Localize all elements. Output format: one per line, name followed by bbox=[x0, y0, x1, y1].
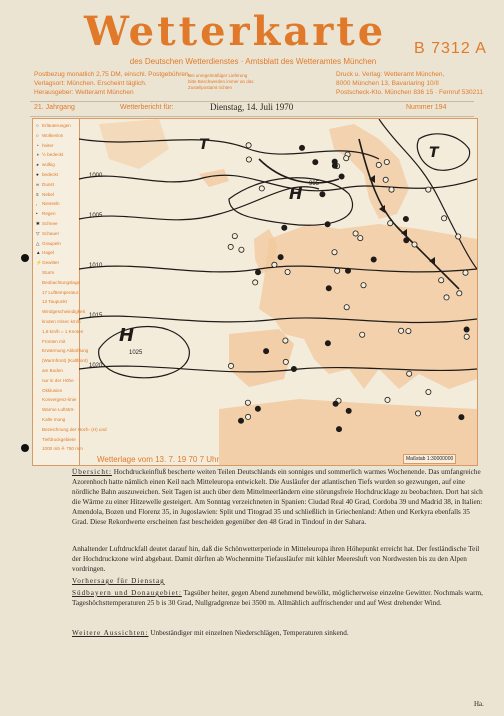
further-outlook-heading: Weitere Aussichten: bbox=[72, 629, 149, 637]
legend-label: Erläuterungen bbox=[42, 123, 71, 128]
station-marker bbox=[325, 341, 330, 346]
isobar bbox=[79, 175, 477, 191]
legend-item bbox=[36, 192, 54, 197]
legend-label: Kalte mung bbox=[42, 417, 66, 422]
legend-label: Gewitter bbox=[42, 260, 60, 266]
station-marker bbox=[332, 250, 337, 255]
legend-label: Schauer bbox=[42, 230, 60, 236]
land-greenland bbox=[99, 119, 169, 169]
station-marker bbox=[404, 238, 409, 243]
high-pressure-center: H bbox=[289, 184, 303, 203]
legend-symbol: ≡ bbox=[36, 191, 39, 197]
station-marker bbox=[406, 329, 411, 334]
legend-label: Warme Luftströ- bbox=[42, 407, 75, 413]
legend-label: 1,8 km/h = 1 Knoten bbox=[42, 328, 84, 334]
station-marker bbox=[403, 216, 408, 221]
low-pressure-center: T bbox=[199, 137, 209, 153]
legend-label: 13 Taupunkt bbox=[42, 299, 67, 305]
legend-item bbox=[36, 211, 56, 216]
overview-paragraph bbox=[72, 467, 484, 527]
legend-label: ½ bedeckt bbox=[42, 152, 64, 158]
legend-symbol: ∞ bbox=[36, 181, 40, 187]
station-marker bbox=[407, 371, 412, 376]
station-marker bbox=[282, 225, 287, 230]
station-marker bbox=[344, 156, 349, 161]
legend-item bbox=[36, 280, 80, 285]
station-marker bbox=[335, 268, 340, 273]
station-marker bbox=[456, 234, 461, 239]
legend-item bbox=[36, 299, 67, 304]
legend-symbol: • bbox=[36, 211, 38, 217]
station-marker bbox=[399, 328, 404, 333]
station-marker bbox=[278, 255, 283, 260]
legend-label: Tiefdruckgebiete bbox=[42, 436, 76, 442]
legend-label: Graupeln bbox=[42, 240, 61, 246]
legend-symbol: ⚡ bbox=[36, 260, 42, 266]
issue-date: Dienstag, 14. Juli 1970 bbox=[210, 102, 294, 112]
legend-symbol: ● bbox=[36, 172, 39, 177]
isobar-label: 1005 bbox=[89, 213, 103, 219]
station-marker bbox=[228, 363, 233, 368]
weather-map bbox=[32, 118, 478, 466]
station-marker bbox=[388, 221, 393, 226]
station-marker bbox=[464, 327, 469, 332]
legend-item bbox=[36, 123, 71, 128]
further-outlook bbox=[72, 628, 484, 638]
divider bbox=[30, 116, 474, 117]
station-marker bbox=[232, 234, 237, 239]
legend-label: Schnee bbox=[42, 221, 58, 226]
issue-number: Nummer 194 bbox=[406, 104, 447, 111]
station-marker bbox=[339, 174, 344, 179]
station-marker bbox=[345, 268, 350, 273]
legend-label: Regen bbox=[42, 211, 56, 217]
isobar-label: 1025 bbox=[129, 350, 143, 356]
legend-symbol: ○ bbox=[36, 123, 39, 128]
station-marker bbox=[246, 143, 251, 148]
land-iberia bbox=[229, 329, 294, 387]
station-marker bbox=[457, 291, 462, 296]
legend-item bbox=[36, 407, 75, 412]
station-marker bbox=[246, 414, 251, 419]
report-label: Wetterbericht für: bbox=[120, 104, 174, 111]
legend-symbol: △ bbox=[36, 240, 40, 246]
isobar-label: 1015 bbox=[89, 313, 103, 319]
station-marker bbox=[285, 269, 290, 274]
station-marker bbox=[313, 160, 318, 165]
synoptic-chart bbox=[79, 119, 477, 465]
legend-item bbox=[36, 319, 81, 324]
publisher-info: Druck u. Verlag: Wetteramt München, 8000 München 13, Bavariaring 10/II Postscheck-Kto. München 836 15 · Fernruf 530211 bbox=[336, 71, 483, 96]
station-marker bbox=[332, 159, 337, 164]
legend-symbol: ◑ bbox=[36, 152, 39, 158]
legend-item bbox=[36, 378, 74, 383]
legend-label: wolkig bbox=[42, 162, 55, 168]
station-marker bbox=[371, 257, 376, 262]
legend-label: 1000 mb ≙ 750 mm bbox=[42, 446, 83, 452]
station-marker bbox=[291, 366, 296, 371]
station-marker bbox=[361, 283, 366, 288]
legend-item bbox=[36, 172, 58, 177]
legend-item bbox=[36, 417, 65, 422]
station-marker bbox=[325, 222, 330, 227]
station-marker bbox=[283, 338, 288, 343]
legend-label: Sturm bbox=[42, 270, 55, 275]
legend-symbol: ▲ bbox=[36, 250, 41, 256]
isobar bbox=[99, 327, 190, 378]
legend-symbol: ◕ bbox=[36, 162, 39, 168]
map-caption: Wetterlage vom 13. 7. 19 70 7 Uhr bbox=[97, 455, 220, 464]
isobar-label: 1020 bbox=[89, 363, 103, 369]
isobar-label: 1010 bbox=[89, 263, 103, 269]
legend-symbol: ▽ bbox=[36, 230, 40, 236]
station-marker bbox=[412, 242, 417, 247]
legend-label: Windgeschwindigkeit bbox=[42, 309, 85, 315]
station-marker bbox=[353, 231, 358, 236]
station-marker bbox=[459, 415, 464, 420]
station-marker bbox=[360, 332, 365, 337]
delivery-note: Bei unregelmäßiger Lieferung bitte Beschwerden immer an das Zustellpostamt richten bbox=[188, 73, 254, 90]
station-marker bbox=[336, 427, 341, 432]
isobar-label: 995 bbox=[309, 181, 320, 187]
station-marker bbox=[245, 400, 250, 405]
legend-label: Wolkenlos bbox=[42, 132, 64, 138]
subtitle: des Deutschen Wetterdienstes · Amtsblatt des Wetteramtes München bbox=[129, 57, 377, 66]
land-scandinavia bbox=[329, 124, 409, 219]
legend-label: knoten m/sec km/h bbox=[42, 319, 81, 324]
legend-label: Hagel bbox=[42, 250, 55, 256]
legend-label: Erwärmung Abkühlung bbox=[42, 348, 89, 354]
legend-label: bedeckt bbox=[42, 172, 59, 177]
legend-item bbox=[36, 250, 54, 255]
station-marker bbox=[283, 359, 288, 364]
legend-item bbox=[36, 270, 54, 275]
station-marker bbox=[253, 280, 258, 285]
legend-label: Dunst bbox=[42, 181, 55, 187]
legend-label: heiter bbox=[42, 142, 54, 148]
station-marker bbox=[426, 187, 431, 192]
subscription-info: Postbezug monatlich 2,75 DM, einschl. Postgebühren. Verlagsort: München. Erscheint täglich. Herausgeber: Wetteramt München bbox=[34, 71, 191, 96]
high-pressure-center: H bbox=[119, 325, 135, 346]
station-marker bbox=[376, 162, 381, 167]
station-marker bbox=[464, 334, 469, 339]
station-marker bbox=[358, 236, 363, 241]
issue-info-line bbox=[34, 104, 474, 116]
station-marker bbox=[246, 157, 251, 162]
station-marker bbox=[239, 247, 244, 252]
volume: 21. Jahrgang bbox=[34, 104, 75, 111]
legend-label: Bezeichnung der Hoch- (H) und bbox=[42, 426, 107, 432]
legend-label: Okklusion bbox=[42, 387, 63, 393]
warm-front bbox=[259, 159, 339, 183]
punch-hole bbox=[21, 444, 29, 452]
station-marker bbox=[238, 418, 243, 423]
legend-label: Fronten mit bbox=[42, 338, 66, 344]
station-marker bbox=[255, 406, 260, 411]
legend-item bbox=[36, 397, 76, 402]
land-europe bbox=[259, 224, 477, 389]
outlook-body: Anhaltender Luftdruckfall deutet darauf hin, daß die Schönwetterperiode in Mitteleuropa ihren Höhepunkt erreicht hat. Der festländische Teil der Hochdruckzone wird abgebaut. Damit dürften ab Wochenmitte Tiefausläufer mit kühler Meeresluft von Nordwesten bis zu den Alpen vordringen. bbox=[72, 545, 480, 573]
legend-item bbox=[36, 221, 58, 227]
legend-item bbox=[36, 446, 83, 452]
map-scale: Maßstab 1:30000000 bbox=[403, 454, 456, 464]
legend-item bbox=[36, 241, 61, 247]
further-outlook-body: Unbeständiger mit einzelnen Niederschlägen, Temperaturen sinkend. bbox=[150, 629, 349, 637]
punch-hole bbox=[21, 254, 29, 262]
station-marker bbox=[442, 216, 447, 221]
station-marker bbox=[383, 177, 388, 182]
legend-symbol: , bbox=[36, 201, 38, 207]
legend-item bbox=[36, 133, 63, 138]
legend-item bbox=[36, 388, 62, 393]
legend-label: am Boden bbox=[42, 368, 63, 373]
legend-item bbox=[36, 437, 76, 442]
station-marker bbox=[439, 278, 444, 283]
isobar bbox=[417, 134, 469, 171]
issue-code: B 7312 A bbox=[414, 40, 487, 57]
low-pressure-center: T bbox=[429, 145, 439, 161]
station-marker bbox=[463, 270, 468, 275]
station-marker bbox=[320, 192, 325, 197]
forecast-paragraph bbox=[72, 588, 484, 608]
legend-item bbox=[36, 368, 63, 373]
station-marker bbox=[228, 244, 233, 249]
station-marker bbox=[333, 401, 338, 406]
legend-symbol: ✱ bbox=[36, 221, 40, 226]
legend-item bbox=[36, 339, 65, 344]
author-signature: Ha. bbox=[474, 700, 484, 708]
station-marker bbox=[326, 286, 331, 291]
legend-item bbox=[36, 152, 63, 157]
legend-item bbox=[36, 329, 83, 334]
region-heading: Südbayern und Donaugebiet: bbox=[72, 589, 182, 597]
overview-heading: Übersicht: bbox=[72, 468, 112, 476]
legend-item bbox=[36, 260, 59, 266]
legend-item bbox=[36, 201, 60, 206]
station-marker bbox=[426, 389, 431, 394]
newspaper-title: Wetterkarte bbox=[84, 8, 387, 55]
station-marker bbox=[272, 262, 277, 267]
legend-item bbox=[36, 162, 55, 167]
station-marker bbox=[259, 186, 264, 191]
outlook-paragraph bbox=[72, 544, 484, 574]
legend-item bbox=[36, 231, 59, 237]
legend-label: Konvergenz-linie bbox=[42, 397, 77, 403]
station-marker bbox=[346, 408, 351, 413]
legend-item bbox=[36, 143, 54, 148]
legend-item bbox=[36, 290, 78, 295]
legend-item bbox=[36, 309, 85, 314]
station-marker bbox=[255, 270, 260, 275]
overview-body: Hochdruckeinfluß bescherte weiten Teilen Deutschlands ein sonniges und sommerlich warmes Wochenende. Das umfangreiche Azorenhoch hatte nämlich einen Keil nach Mitteleuropa entwickelt. Die Ausläufer der atlantischen Tiefs wurden so gezwungen, auf eine nördliche Bahn auszuweichen. Seit Tagen ist auch über dem Mittelmeerländern eine störungsfreie Hochdrucklage zu beobachten. Dort hat sich die Wärme zu einer Hitzewelle gesteigert. Am Sonntag verzeichneten in Spanien: Ciudad Real 40 Grad, Cordoba 39 und Madrid 38, in Italien: Amendola, Bozen und Florenz 35, in Jugoslawien: Split und Titograd 35 und schließlich in Griechenland: Athen und Kerkyra ebenfalls 35 Grad. Diese Rekordwerte erscheinen fast bescheiden gegenüber den 48 Grad in Tindouf in der Sahara. bbox=[72, 468, 483, 526]
station-marker bbox=[385, 397, 390, 402]
station-marker bbox=[389, 187, 394, 192]
legend-symbol: ◔ bbox=[36, 142, 39, 148]
isobar bbox=[79, 187, 319, 220]
station-marker bbox=[264, 349, 269, 354]
forecast-body: Tagsüber heiter, gegen Abend zunehmend bewölkt, möglicherweise einzelne Gewitter. Nochmals warm, Tageshöchsttemperaturen 25 b is 30 Grad, Nullgradgrenze bei 3500 m. Allmählich auffrischender und auf West drehender Wind. bbox=[72, 589, 483, 607]
station-marker bbox=[344, 305, 349, 310]
legend-label: (Warmfront) (Kaltfront) bbox=[42, 358, 88, 364]
legend-label: Beobachtungslage bbox=[42, 279, 81, 285]
legend-item bbox=[36, 182, 54, 187]
station-marker bbox=[384, 159, 389, 164]
legend-symbol: ○ bbox=[36, 132, 39, 138]
station-marker bbox=[444, 295, 449, 300]
legend-label: 17 Lufttemperatur bbox=[42, 289, 79, 295]
isobar-label: 1000 bbox=[89, 173, 103, 179]
station-marker bbox=[415, 411, 420, 416]
legend-label: Nebel bbox=[42, 191, 55, 197]
forecast-heading: Vorhersage für Dienstag bbox=[72, 577, 165, 585]
legend-label: Niesseln bbox=[42, 201, 60, 207]
legend-label: nur in der Höhe bbox=[42, 377, 74, 383]
station-marker bbox=[299, 145, 304, 150]
